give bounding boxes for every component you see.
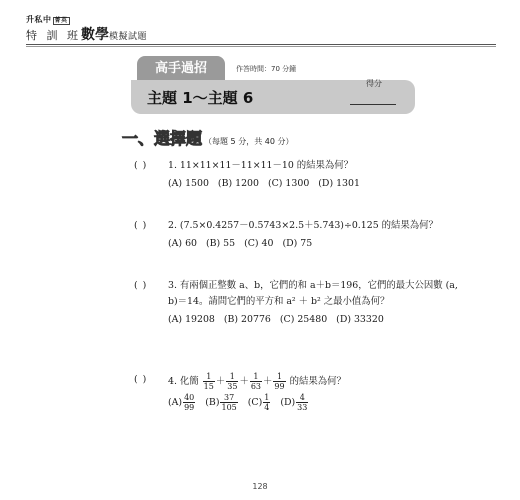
score-label: 得分 xyxy=(366,79,382,88)
option-fraction xyxy=(263,393,270,412)
option-label: (A) xyxy=(168,397,183,408)
option-label: (C) xyxy=(247,397,263,408)
fraction-term xyxy=(226,372,238,391)
numerator: 1 xyxy=(264,393,270,402)
option-d: (D) 33320 xyxy=(336,314,384,325)
option-fraction xyxy=(296,393,308,412)
option-c: (C) 1300 xyxy=(267,178,310,189)
question-body xyxy=(168,218,458,252)
series-c: 模擬試題 xyxy=(109,32,148,42)
option-label: (D) xyxy=(280,397,296,408)
option-a xyxy=(168,393,196,412)
option-fraction xyxy=(220,393,237,412)
option-d xyxy=(280,393,309,412)
textbook-page xyxy=(10,6,510,494)
section-heading xyxy=(122,126,293,149)
series-line1-text: 升私中 xyxy=(26,15,52,24)
stem-prefix: 4. 化簡 xyxy=(168,376,199,387)
option-a: (A) 60 xyxy=(168,238,197,249)
topic-title: 主題 1～主題 6 xyxy=(147,89,254,107)
fraction-term xyxy=(250,372,262,391)
question-body xyxy=(168,158,458,192)
plus-sign: ＋ xyxy=(263,376,273,387)
option-c: (C) 25480 xyxy=(279,314,328,325)
series-title xyxy=(26,16,147,42)
page-number xyxy=(10,482,510,491)
numerator: 1 xyxy=(273,372,285,382)
denominator: 4 xyxy=(264,403,270,412)
header-rule xyxy=(26,44,496,45)
option-a: (A) 1500 xyxy=(168,178,209,189)
series-line2 xyxy=(26,26,147,42)
option-b xyxy=(205,393,239,412)
option-c: (C) 40 xyxy=(244,238,274,249)
question-stem: 1. 11×11×11－11×11－10 的結果為何？ xyxy=(168,160,354,171)
fraction-term xyxy=(273,372,285,391)
fraction-term xyxy=(203,372,215,391)
header-rule-thin xyxy=(26,46,496,47)
numerator: 40 xyxy=(184,393,195,402)
denominator: 15 xyxy=(203,382,214,391)
question-stem: 3. 有兩個正整數 a、b，它們的和 a＋b＝196，它們的最大公因數 (a, b)＝14。請問它們的平方和 a² ＋ b² 之最小值為何？ xyxy=(168,280,458,307)
option-b: (B) 20776 xyxy=(223,314,271,325)
series-a: 特 訓 班 xyxy=(26,29,81,42)
section-title: 一、選擇題 xyxy=(122,129,203,148)
numerator: 1 xyxy=(250,372,262,382)
question-body xyxy=(168,372,458,412)
denominator: 33 xyxy=(297,403,308,412)
banner-tab: 高手過招 xyxy=(137,56,225,82)
stem-suffix: 的結果為何？ xyxy=(289,376,346,387)
numerator: 37 xyxy=(220,393,237,403)
score-line xyxy=(350,104,396,105)
series-line1 xyxy=(26,16,147,25)
option-b: (B) 55 xyxy=(205,238,236,249)
question-stem xyxy=(168,372,458,391)
option-d: (D) 1301 xyxy=(318,178,360,189)
question-options xyxy=(168,236,458,252)
answer-blank[interactable]: ( ) xyxy=(134,160,148,171)
option-a: (A) 19208 xyxy=(168,314,215,325)
question-options xyxy=(168,393,458,412)
denominator: 63 xyxy=(250,382,262,391)
question-options xyxy=(168,176,458,192)
option-fraction xyxy=(183,393,195,412)
time-limit: 作答時間：70 分鐘 xyxy=(236,65,297,73)
option-d: (D) 75 xyxy=(282,238,313,249)
numerator: 1 xyxy=(203,372,215,382)
denominator: 99 xyxy=(184,403,195,412)
answer-blank[interactable]: ( ) xyxy=(134,280,148,291)
series-box: 菁英 xyxy=(54,17,68,24)
denominator: 105 xyxy=(221,403,237,412)
page-number-text: 128 xyxy=(252,482,268,491)
denominator: 99 xyxy=(274,382,285,391)
plus-sign: ＋ xyxy=(239,376,249,387)
plus-sign: ＋ xyxy=(215,376,226,387)
answer-blank[interactable]: ( ) xyxy=(134,220,148,231)
option-c xyxy=(247,393,272,412)
option-label: (B) xyxy=(205,397,220,408)
answer-blank[interactable]: ( ) xyxy=(134,374,148,385)
series-b: 數學 xyxy=(81,27,109,43)
denominator: 35 xyxy=(227,382,238,391)
question-body xyxy=(168,278,458,328)
option-b: (B) 1200 xyxy=(217,178,259,189)
numerator: 1 xyxy=(226,372,238,382)
numerator: 4 xyxy=(296,393,308,403)
question-stem: 2. (7.5×0.4257－0.5743×2.5＋5.743)÷0.125 的結果為何？ xyxy=(168,220,438,231)
question-options xyxy=(168,312,458,328)
section-note: （每題 5 分，共 40 分） xyxy=(204,137,294,146)
